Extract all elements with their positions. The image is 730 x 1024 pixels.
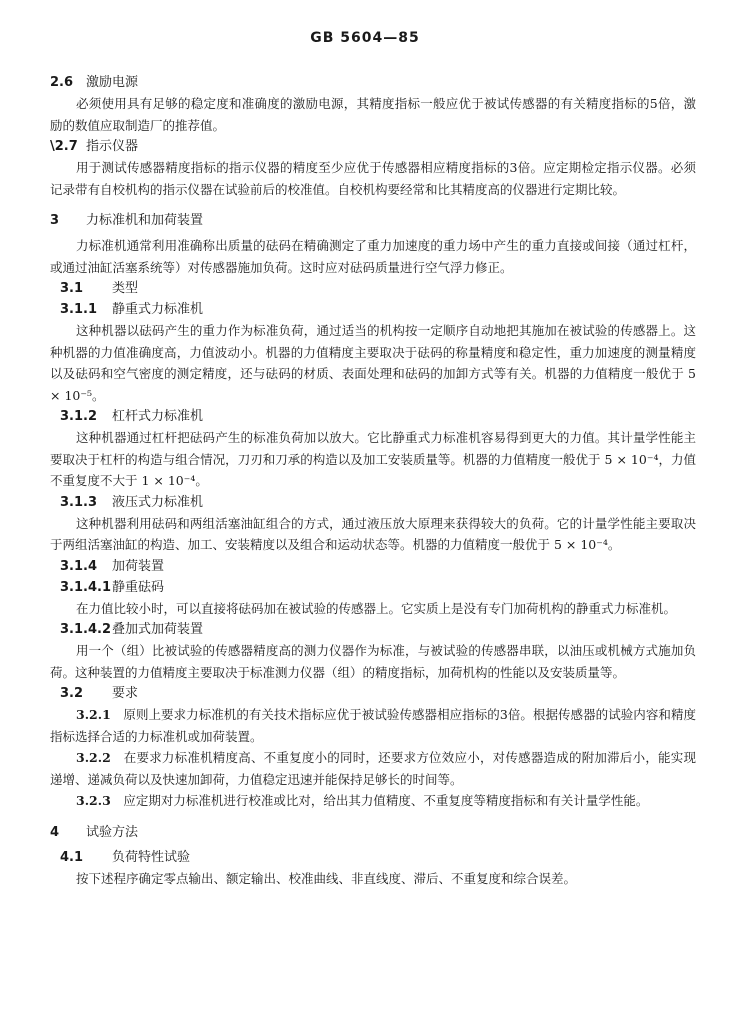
clause-text: 应定期对力标准机进行校准或比对，给出其力值精度、不重复度等精度指标和有关计量学性能。 [123, 793, 649, 808]
section-number: \2.7 [50, 139, 78, 154]
section-3-1-4-2-heading [50, 619, 696, 640]
section-number: 3.1.4 [60, 558, 98, 574]
section-3-1-1-heading [50, 299, 696, 320]
section-2-6-paragraph: 必须使用具有足够的稳定度和准确度的激励电源，其精度指标一般应优于被试传感器的有关精度指标的5倍，激励的数值应取制造厂的推荐值。 [50, 96, 696, 133]
section-title: 类型 [112, 281, 139, 296]
section-title: 负荷特性试验 [112, 849, 191, 865]
clause-number: 3.2.1 [76, 707, 111, 722]
document-header: GB 5604—85 [310, 30, 420, 46]
section-3-2-heading [50, 683, 696, 704]
section-3-1-4-1-paragraph: 在力值比较小时，可以直接将砝码加在被试验的传感器上。它实质上是没有专门加荷机构的静重式力标准机。 [76, 600, 677, 616]
section-number: 3.1.3 [60, 494, 98, 510]
section-number: 3.1.2 [60, 409, 98, 424]
section-number: 3.2 [60, 686, 84, 701]
section-3-heading [50, 210, 696, 231]
section-title: 液压式力标准机 [112, 494, 204, 510]
clause-number: 3.2.2 [76, 750, 111, 765]
section-number: 3 [50, 213, 60, 228]
clause-text: 在要求力标准机精度高、不重复度小的同时，还要求方位效应小，对传感器造成的附加滞后小，能实现递增、递减负荷以及快速加卸荷，力值稳定迅速并能保持足够长的时间等。 [50, 750, 696, 787]
section-title: 激励电源 [86, 75, 139, 90]
section-title: 叠加式加荷装置 [112, 622, 204, 637]
clause-number: 3.2.3 [76, 793, 111, 808]
section-number: 3.1.4.1 [60, 579, 111, 595]
section-number: 4 [50, 824, 60, 840]
section-3-2-3-paragraph [50, 790, 696, 812]
section-number: 3.1 [60, 281, 84, 296]
section-3-1-3-heading [50, 492, 696, 513]
section-3-2-1-paragraph [50, 704, 696, 747]
document-body [50, 72, 696, 889]
section-title: 杠杆式力标准机 [112, 409, 204, 424]
section-title: 要求 [112, 686, 139, 701]
section-title: 试验方法 [86, 824, 139, 840]
section-title: 静重砝码 [112, 579, 165, 595]
section-3-1-heading [50, 278, 696, 299]
section-title: 静重式力标准机 [112, 302, 204, 317]
section-3-1-1-paragraph: 这种机器以砝码产生的重力作为标准负荷，通过适当的机构按一定顺序自动地把其施加在被试验的传感器上。这种机器的力值准确度高，力值波动小。机器的力值精度主要取决于砝码的称量精度和稳定性，重力加速度的测量精度以及砝码和空气密度的测定精度，还与砝码的材质、表面处理和砝码的加卸方式等有关。机器的力值精度一般优于 5 × 10⁻⁵。 [50, 323, 696, 403]
section-3-2-2-paragraph [50, 747, 696, 790]
section-3-1-2-heading [50, 406, 696, 427]
section-3-1-4-1-heading [50, 577, 696, 598]
section-3-1-2-paragraph: 这种机器通过杠杆把砝码产生的标准负荷加以放大。它比静重式力标准机容易得到更大的力值。其计量学性能主要取决于杠杆的构造与组合情况，刀刃和刀承的构造以及加工安装质量等。机器的力值精度一般优于 5 × 10⁻⁴，力值不重复度不大于 1 × 10⁻⁴。 [50, 430, 696, 488]
section-4-1-heading [50, 847, 696, 868]
section-title: 指示仪器 [86, 139, 139, 154]
section-3-1-4-2-paragraph: 用一个（组）比被试验的传感器精度高的测力仪器作为标准，与被试验的传感器串联，以油压或机械方式施加负荷。这种装置的力值精度主要取决于标准测力仪器（组）的精度指标，加荷机构的性能以及安装质量等。 [50, 643, 696, 680]
section-3-paragraph: 力标准机通常利用准确称出质量的砝码在精确测定了重力加速度的重力场中产生的重力直接或间接（通过杠杆，或通过油缸活塞系统等）对传感器施加负荷。这时应对砝码质量进行空气浮力修正。 [50, 238, 696, 275]
section-3-1-4-heading [50, 556, 696, 577]
section-4-1-paragraph: 按下述程序确定零点输出、额定输出、校准曲线、非直线度、滞后、不重复度和综合误差。 [76, 870, 577, 886]
section-title: 加荷装置 [112, 558, 165, 574]
clause-text: 原则上要求力标准机的有关技术指标应优于被试验传感器相应指标的3倍。根据传感器的试验内容和精度指标选择合适的力标准机或加荷装置。 [50, 707, 696, 744]
section-number: 3.1.1 [60, 302, 98, 317]
section-3-1-3-paragraph: 这种机器利用砝码和两组活塞油缸组合的方式，通过液压放大原理来获得较大的负荷。它的计量学性能主要取决于两组活塞油缸的构造、加工、安装精度以及组合和运动状态等。机器的力值精度一般优于 5 × 10⁻⁴。 [50, 515, 696, 552]
section-number: 4.1 [60, 849, 84, 865]
section-title: 力标准机和加荷装置 [86, 213, 204, 228]
section-number: 2.6 [50, 75, 74, 90]
section-2-6-heading [50, 72, 696, 93]
section-2-7-heading [50, 136, 696, 157]
section-number: 3.1.4.2 [60, 622, 111, 637]
section-4-heading [50, 822, 696, 843]
section-2-7-paragraph: 用于测试传感器精度指标的指示仪器的精度至少应优于传感器相应精度指标的3倍。应定期检定指示仪器。必须记录带有自校机构的指示仪器在试验前后的校准值。自校机构要经常和比其精度高的仪器进行定期比较。 [50, 160, 696, 197]
